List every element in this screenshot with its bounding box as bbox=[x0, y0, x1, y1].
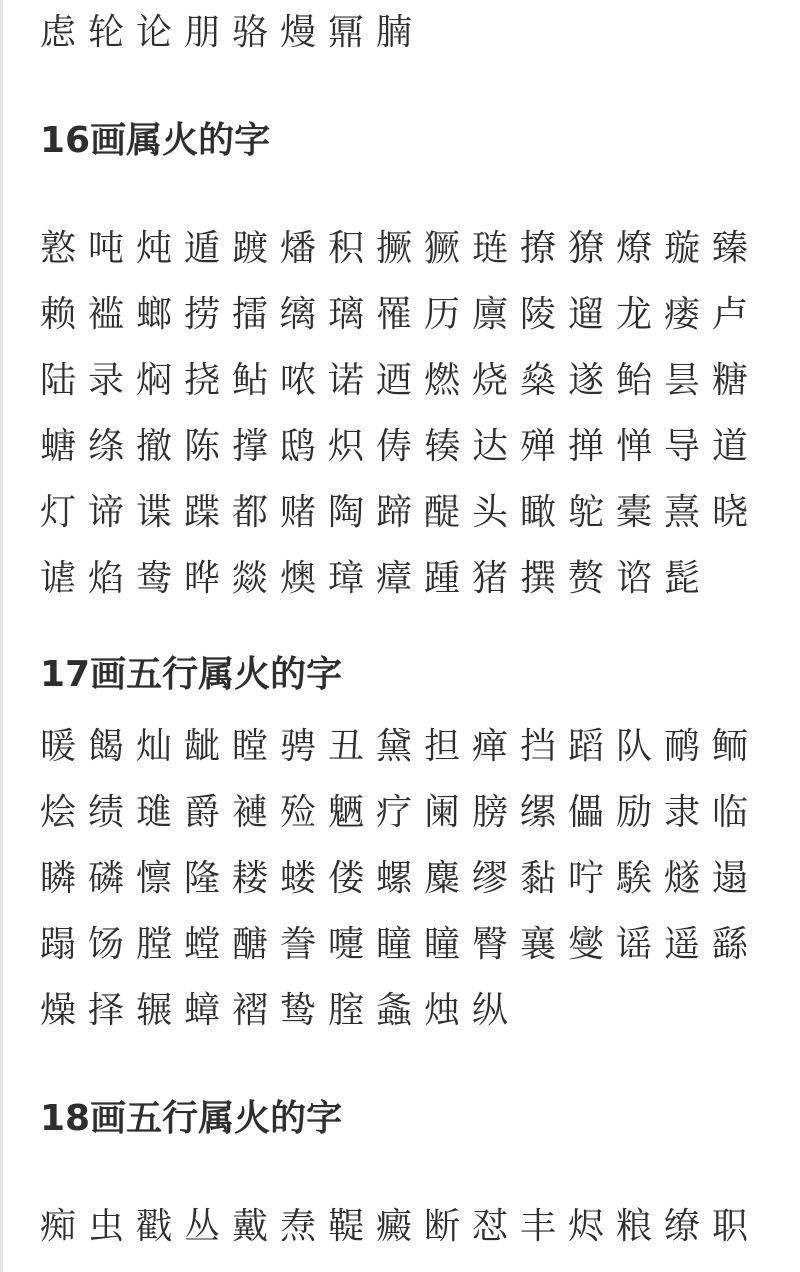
spacer bbox=[40, 174, 795, 216]
section-heading-17: 17画五行属火的字 bbox=[40, 654, 343, 695]
char-line: 烩绩璡爵褳殓魉疗阑膀缧儡励隶临 bbox=[40, 792, 761, 833]
char-line: 痴虫戳丛戴焘鞮癜断怼丰烬粮缭职 bbox=[40, 1206, 761, 1247]
char-line: 陆录焖挠鲇哝诺迺燃烧燊遂鲐昙糖 bbox=[40, 360, 761, 401]
section-18-chars bbox=[40, 1194, 795, 1260]
spacer bbox=[40, 1044, 795, 1086]
document-body bbox=[40, 0, 795, 1260]
spacer bbox=[40, 612, 795, 642]
section-heading-16: 16画属火的字 bbox=[40, 120, 271, 161]
left-border bbox=[0, 0, 3, 1272]
char-line: 赖褴螂捞擂缡璃罹历廪陵遛龙瘘卢 bbox=[40, 294, 761, 335]
section-17-chars bbox=[40, 714, 795, 1044]
spacer bbox=[40, 66, 795, 108]
char-line: 灯谛谍蹀都赌陶蹄醍头瞰鸵橐熹晓 bbox=[40, 492, 761, 533]
spacer bbox=[40, 1152, 795, 1194]
char-line: 燥择辗蟑褶鸷腟螽烛纵 bbox=[40, 990, 521, 1031]
char-line: 螗绦撤陈撑鸱炽俦辏达殚掸惮导道 bbox=[40, 426, 761, 467]
section-16-chars bbox=[40, 216, 795, 612]
char-line: 暖餲灿龇瞠骋丑黛担瘅挡蹈队鸸鲕 bbox=[40, 726, 761, 767]
char-line: 谑焰鸯晔燚燠璋瘴踵猪撰赘谘髭 bbox=[40, 558, 713, 599]
intro-char-line: 虑轮论朋骆熳鼏腩 bbox=[40, 12, 425, 53]
char-line: 憝吨炖遁踱燔积撅獗琏撩獠燎璇臻 bbox=[40, 228, 761, 269]
section-heading-18: 18画五行属火的字 bbox=[40, 1098, 343, 1139]
char-line: 瞵磷懔隆耧蝼偻螺麋缪黏咛騃燧遢 bbox=[40, 858, 761, 899]
char-line: 蹋饧膛螳醣誊嚏瞳瞳臀襄燮谣遥繇 bbox=[40, 924, 761, 965]
